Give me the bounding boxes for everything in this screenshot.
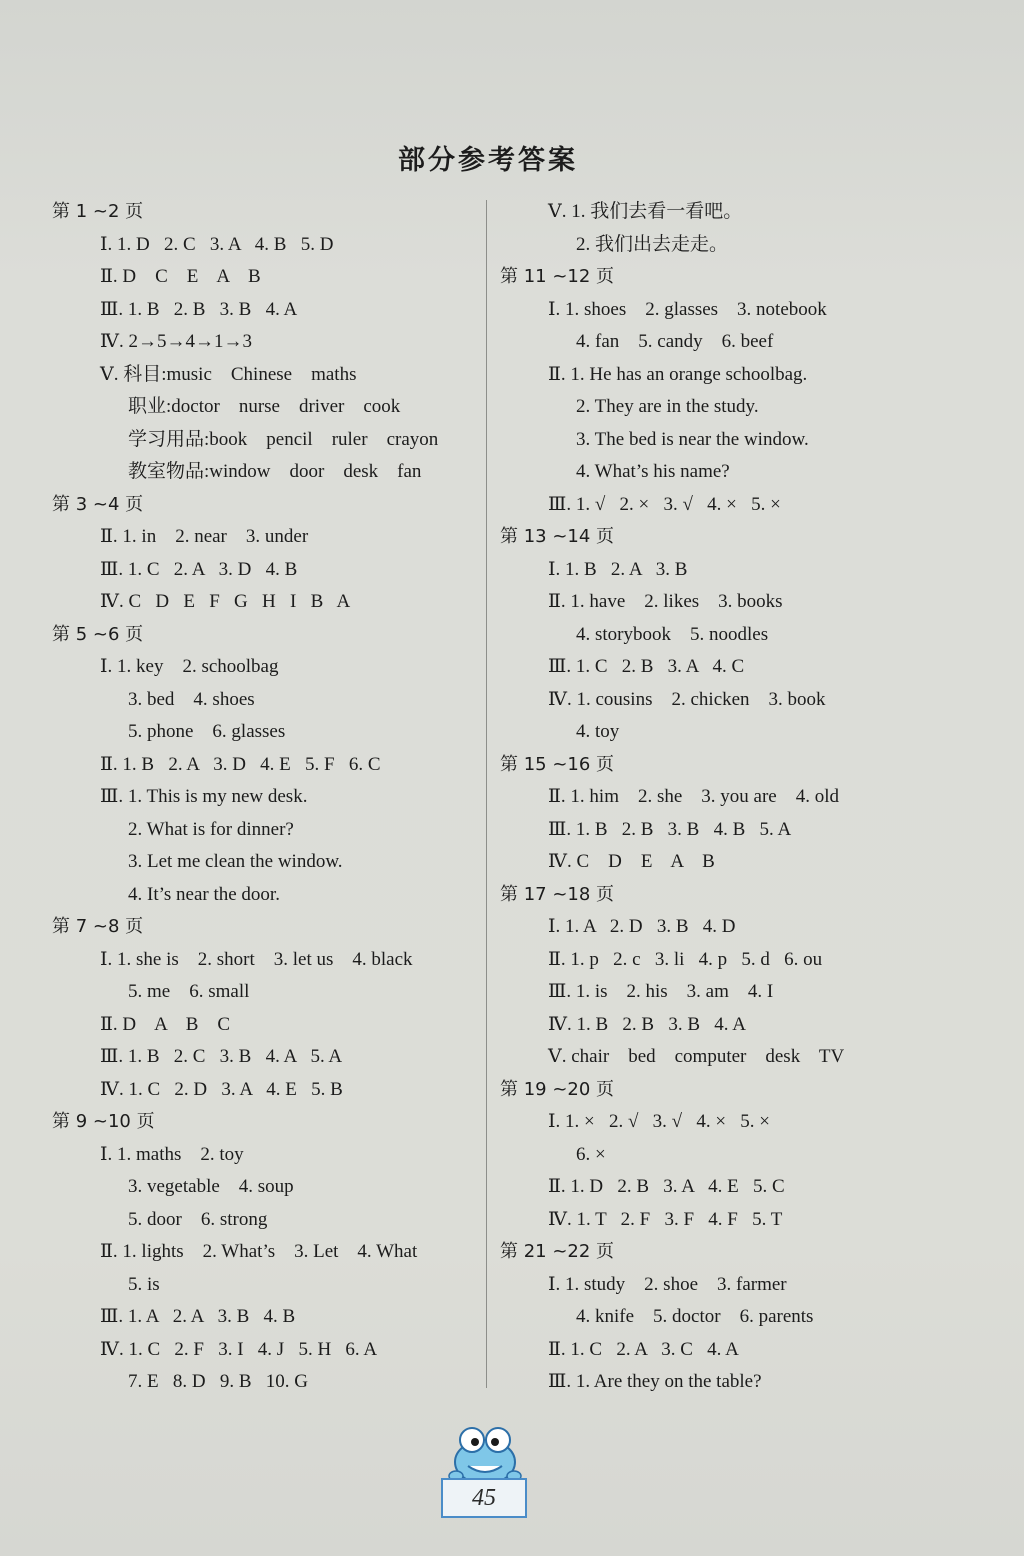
right-section-heading: 第 13 ~14 页 [500,526,615,547]
right-answer-line: Ⅰ. 1. B 2. A 3. B [548,558,688,580]
left-answer-line: 5. is [128,1273,160,1295]
left-answer-line: Ⅰ. 1. key 2. schoolbag [100,656,279,677]
right-answer-line: Ⅰ. 1. × 2. √ 3. √ 4. × 5. × [548,1111,771,1132]
left-answer-line: Ⅲ. 1. A 2. A 3. B 4. B [100,1306,296,1327]
right-answer-line: Ⅲ. 1. C 2. B 3. A 4. C [548,656,745,677]
left-answer-line: 3. bed 4. shoes [128,688,255,710]
right-answer-line: 2. 我们出去走走。 [576,233,729,255]
page-number: 45 [441,1478,527,1518]
right-section-heading: 第 15 ~16 页 [500,753,615,775]
left-section-heading: 第 3 ~4 页 [52,493,144,515]
left-answer-line: Ⅰ. 1. maths 2. toy [100,1143,244,1165]
right-answer-column [500,196,900,1399]
right-answer-line: Ⅲ. 1. √ 2. × 3. √ 4. × 5. × [548,493,781,515]
right-answer-line: Ⅱ. 1. C 2. A 3. C 4. A [548,1338,739,1360]
left-answer-line: 5. me 6. small [128,981,250,1002]
left-answer-line: 教室物品:window door desk fan [128,461,422,482]
right-answer-line: 4. What’s his name? [576,461,730,482]
right-answer-line: Ⅳ. 1. cousins 2. chicken 3. book [548,688,826,710]
right-answer-line: Ⅳ. C D E A B [548,851,715,872]
right-section-heading: 第 19 ~20 页 [500,1078,615,1100]
left-answer-line: Ⅲ. 1. C 2. A 3. D 4. B [100,558,298,580]
left-answer-line: 2. What is for dinner? [128,818,294,840]
right-section-heading: 第 17 ~18 页 [500,883,615,905]
right-answer-line: 4. knife 5. doctor 6. parents [576,1306,814,1327]
left-answer-line: Ⅳ. 1. C 2. F 3. I 4. J 5. H 6. A [100,1338,378,1360]
right-answer-line: Ⅱ. 1. him 2. she 3. you are 4. old [548,786,840,807]
right-answer-line: 4. fan 5. candy 6. beef [576,331,774,352]
left-answer-line: 3. Let me clean the window. [128,851,343,872]
left-answer-line: 3. vegetable 4. soup [128,1176,294,1197]
left-section-heading: 第 5 ~6 页 [52,623,144,645]
right-answer-line: Ⅲ. 1. Are they on the table? [548,1371,762,1392]
right-section-heading: 第 11 ~12 页 [500,266,615,287]
left-answer-line: Ⅲ. 1. B 2. C 3. B 4. A 5. A [100,1046,343,1067]
left-answer-line: Ⅰ. 1. she is 2. short 3. let us 4. black [100,948,413,970]
left-answer-line: Ⅱ. 1. lights 2. What’s 3. Let 4. What [100,1241,418,1262]
left-answer-line: Ⅲ. 1. B 2. B 3. B 4. A [100,298,298,320]
left-answer-line: 7. E 8. D 9. B 10. G [128,1371,308,1392]
right-answer-line: Ⅱ. 1. p 2. c 3. li 4. p 5. d 6. ou [548,948,823,970]
right-answer-line: 6. × [576,1143,606,1165]
right-answer-line: Ⅱ. 1. D 2. B 3. A 4. E 5. C [548,1176,785,1197]
right-answer-line: 3. The bed is near the window. [576,428,809,450]
left-answer-line: Ⅳ. 2→5→4→1→3 [100,331,252,352]
column-divider [486,200,487,1388]
left-answer-line: Ⅳ. C D E F G H I B A [100,591,351,612]
right-answer-line: Ⅰ. 1. study 2. shoe 3. farmer [548,1273,787,1295]
left-answer-line: 5. door 6. strong [128,1208,268,1230]
left-answer-line: 学习用品:book pencil ruler crayon [128,428,439,450]
left-answer-line: Ⅲ. 1. This is my new desk. [100,786,308,807]
page-title: 部分参考答案 [398,145,578,176]
right-answer-line: Ⅲ. 1. is 2. his 3. am 4. I [548,981,774,1002]
left-answer-line: 4. It’s near the door. [128,883,280,905]
left-answer-line: Ⅱ. 1. in 2. near 3. under [100,526,309,547]
left-section-heading: 第 9 ~10 页 [52,1111,155,1132]
right-answer-line: Ⅱ. 1. have 2. likes 3. books [548,591,783,612]
right-answer-line: Ⅴ. 1. 我们去看一看吧。 [548,201,743,222]
right-answer-line: Ⅳ. 1. T 2. F 3. F 4. F 5. T [548,1208,783,1230]
left-section-heading: 第 7 ~8 页 [52,916,144,937]
right-answer-line: Ⅱ. 1. He has an orange schoolbag. [548,363,808,385]
right-answer-line: Ⅲ. 1. B 2. B 3. B 4. B 5. A [548,818,792,840]
right-section-heading: 第 21 ~22 页 [500,1241,615,1262]
right-answer-line: Ⅰ. 1. shoes 2. glasses 3. notebook [548,298,827,320]
right-answer-line: Ⅴ. chair bed computer desk TV [548,1046,845,1067]
left-answer-line: Ⅳ. 1. C 2. D 3. A 4. E 5. B [100,1078,343,1100]
left-answer-line: 职业:doctor nurse driver cook [128,396,401,417]
left-answer-line: Ⅱ. D A B C [100,1013,231,1035]
right-answer-line: Ⅳ. 1. B 2. B 3. B 4. A [548,1013,746,1035]
left-answer-line: Ⅱ. D C E A B [100,266,261,287]
left-answer-line: Ⅰ. 1. D 2. C 3. A 4. B 5. D [100,233,334,255]
left-answer-line: Ⅱ. 1. B 2. A 3. D 4. E 5. F 6. C [100,753,381,775]
right-answer-line: Ⅰ. 1. A 2. D 3. B 4. D [548,916,736,937]
left-section-heading: 第 1 ~2 页 [52,201,144,222]
right-answer-line: 2. They are in the study. [576,396,759,417]
right-answer-line: 4. storybook 5. noodles [576,623,769,645]
left-answer-column [52,196,482,1399]
right-answer-line: 4. toy [576,721,620,742]
left-answer-line: 5. phone 6. glasses [128,721,286,742]
left-answer-line: Ⅴ. 科目:music Chinese maths [100,363,357,385]
